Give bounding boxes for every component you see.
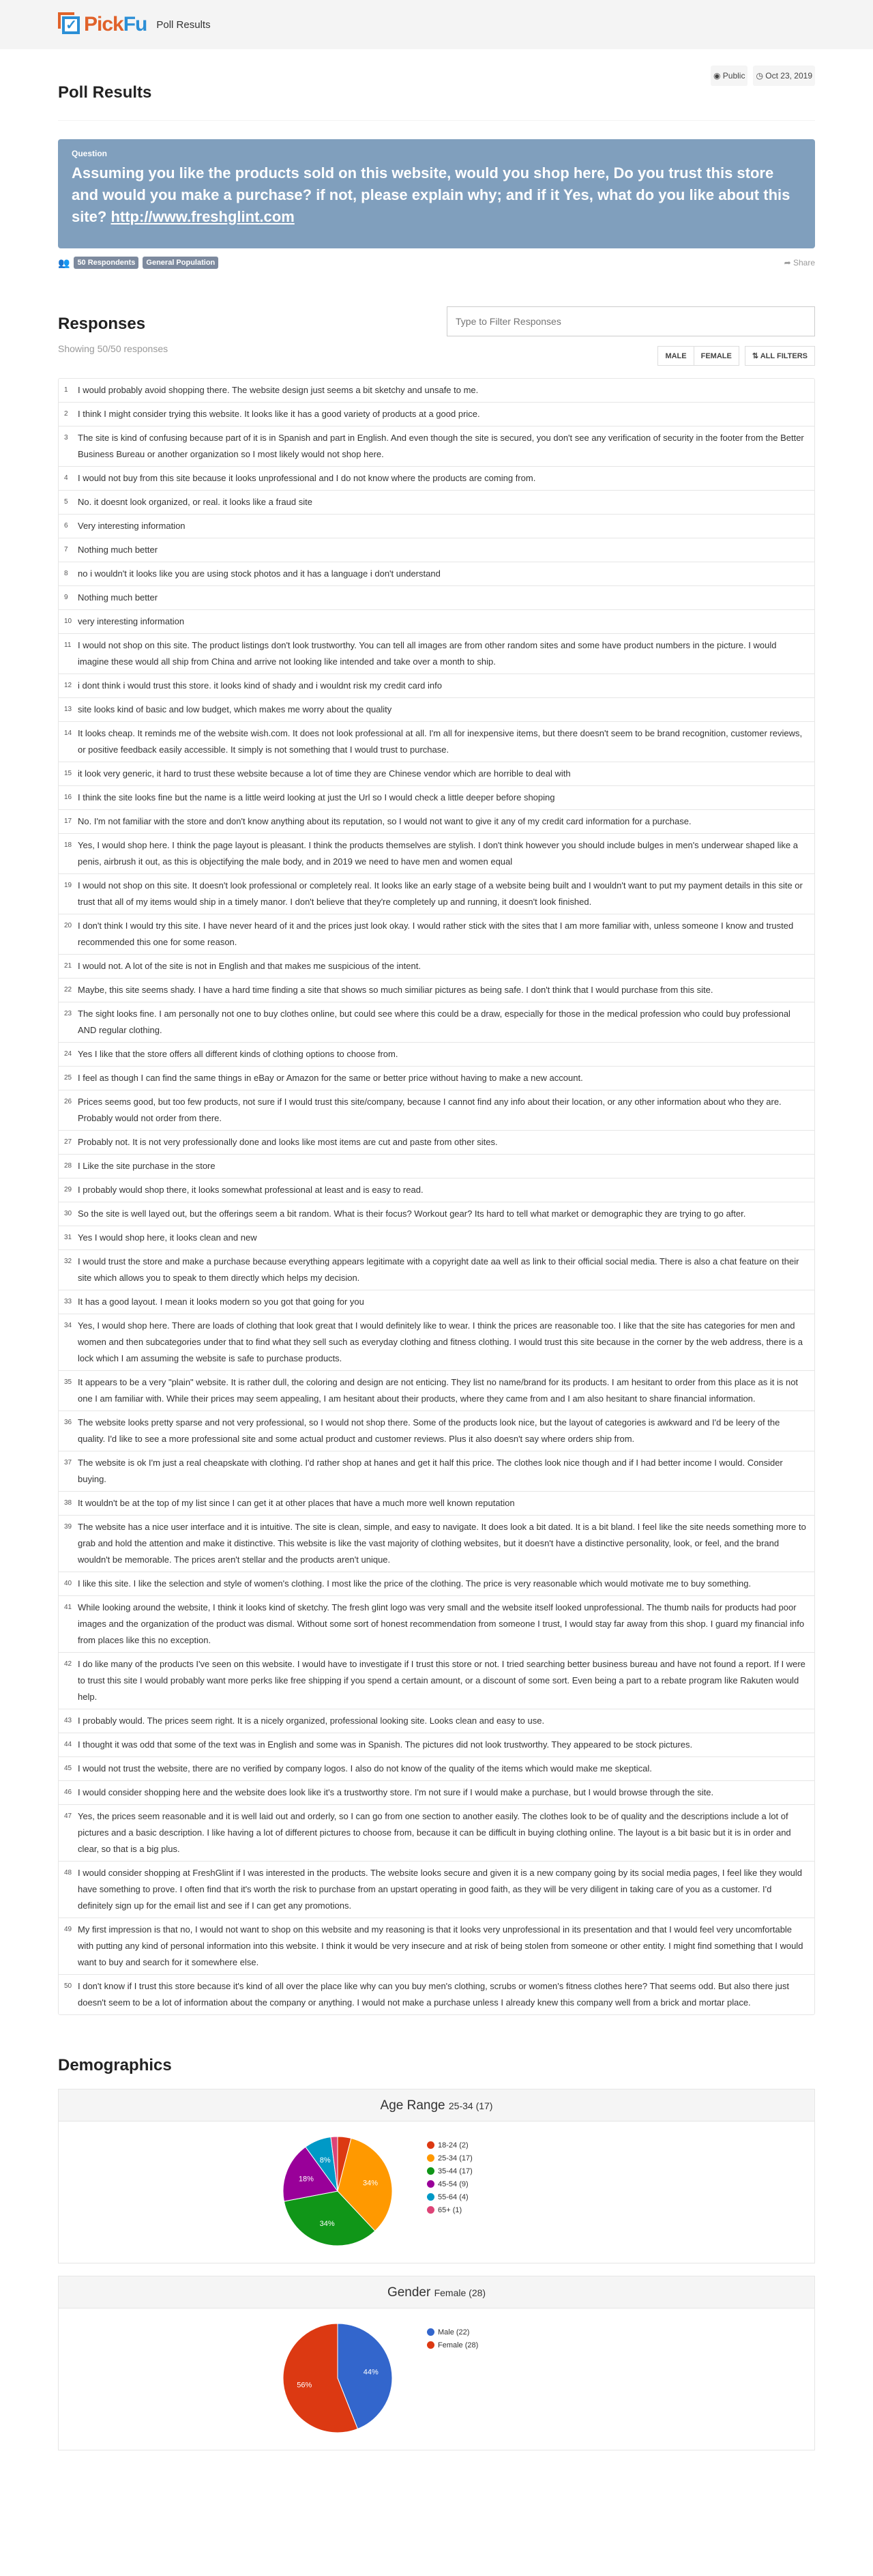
- age-pie-chart: [282, 2135, 394, 2247]
- response-row: [59, 515, 814, 538]
- legend-item[interactable]: [427, 2339, 478, 2351]
- legend-item[interactable]: [427, 2190, 473, 2203]
- response-number: 17: [64, 817, 72, 825]
- response-text: I don't know if I trust this store because it's kind of all over the place like why can you buy men's clothing, scrubs or women's fitness clothes here? That seems odd. But also there just doesn't seem to be a lot of information about the company or anything. I would not make a purchase unless I already knew this company well from a brick and mortar place.: [78, 1981, 789, 2008]
- slice-label: 34%: [319, 2220, 335, 2229]
- response-number: 47: [64, 1812, 72, 1820]
- page-title: Poll Results: [58, 83, 152, 102]
- response-row: [59, 1155, 814, 1178]
- response-row: [59, 1805, 814, 1862]
- response-text: I thought it was odd that some of the text was in English and some was in Spanish. The pictures did not look trustworthy. They appeared to be stock pictures.: [78, 1739, 693, 1750]
- visibility-badge: [711, 66, 748, 86]
- response-text: Yes, the prices seem reasonable and it is well laid out and orderly, so I can go from one section to another easily. The clothes look to be of quality and the descriptions include a lot of pictures and a basic description. I like having a lot of different pictures to choose from, because it can be difficult in buying clothing online. The layout is a bit basic but it is in order and clear, so that is a big plus.: [78, 1811, 791, 1854]
- legend-dot-icon: [427, 2141, 434, 2149]
- response-text: I feel as though I can find the same things in eBay or Amazon for the same or better price without having to make a new account.: [78, 1073, 583, 1083]
- chart-legend: [427, 2139, 473, 2216]
- response-row: [59, 610, 814, 634]
- demographics-heading: Demographics: [58, 2056, 172, 2074]
- response-row: [59, 674, 814, 698]
- response-row: [59, 1862, 814, 1918]
- response-row: [59, 1572, 814, 1596]
- pickfu-logo[interactable]: [58, 12, 147, 37]
- response-number: 15: [64, 770, 72, 777]
- response-row: [59, 1090, 814, 1131]
- response-text: My first impression is that no, I would not want to shop on this website and my reasoning is that it looks very unprofessional in its presentation and that I would feel very uncomfortable with putting any kind of personal information into this website. I think it would be very insecure and at risk of being stolen from someone or other entity. I might find something that I would want to buy and search for it somewhere else.: [78, 1924, 803, 1967]
- response-number: 19: [64, 882, 72, 889]
- response-row: [59, 955, 814, 979]
- response-text: I would not shop on this site. The product listings don't look trustworthy. You can tell all images are from other random sites and some have product numbers in the picture. I would imagine these would all ship from China and arrive not looking like intended and take over a month to ship.: [78, 640, 777, 667]
- logo-text-pick: Pick: [84, 13, 123, 35]
- response-row: [59, 491, 814, 515]
- legend-label: Male (22): [438, 2328, 470, 2336]
- response-number: 40: [64, 1580, 72, 1587]
- response-text: Very interesting information: [78, 521, 186, 531]
- response-row: [59, 538, 814, 562]
- response-row: [59, 426, 814, 467]
- response-number: 28: [64, 1162, 72, 1170]
- response-number: 12: [64, 682, 72, 689]
- legend-label: 25-34 (17): [438, 2154, 473, 2162]
- response-text: The website has a nice user interface and it is intuitive. The site is clean, simple, and easy to navigate. It does look a bit dated. It is a bit bland. I feel like the site needs something more to grab and hold the attention and make it distinctive. This website is like the vast majority of clothing websites, but it doesn't have a distinctive personality, look, or feel, and the brand wouldn't be memorable. The prices aren't stellar and the products aren't unique.: [78, 1522, 806, 1565]
- date-label: Oct 23, 2019: [765, 71, 812, 81]
- legend-item[interactable]: [427, 2326, 478, 2339]
- response-number: 20: [64, 922, 72, 929]
- legend-item[interactable]: [427, 2203, 473, 2216]
- response-text: The website looks pretty sparse and not very professional, so I would not shop there. Some of the products look nice, but the layout of categories is awkward and I'd be leery of the quality. I'd like to see a more professional site and some actual product and customer reviews. Plus it also doesn't say where orders ship from.: [78, 1417, 780, 1444]
- response-number: 30: [64, 1210, 72, 1217]
- response-number: 46: [64, 1789, 72, 1796]
- showing-count: Showing 50/50 responses: [58, 343, 168, 354]
- response-row: [59, 1202, 814, 1226]
- sliders-icon: ⇅: [752, 352, 759, 360]
- breadcrumb: Poll Results: [156, 18, 211, 31]
- response-text: Nothing much better: [78, 592, 158, 603]
- users-icon: 👥: [58, 257, 70, 268]
- response-text: It appears to be a very "plain" website. It is rather dull, the coloring and design are not enticing. They list no name/brand for its products. I am hesitant to order from this place as it is not one I am familiar with. While their prices may seem appealing, I am hesitant about their products, where they came from and I am also hesitant to share financial information.: [78, 1377, 799, 1404]
- legend-label: 18-24 (2): [438, 2141, 469, 2150]
- response-text: I would trust the store and make a purchase because everything appears legitimate with a copyright date aa well as link to their official social media. There is also a chat feature on their site which allows you to speak to them directly which helps my decision.: [78, 1256, 799, 1283]
- question-body: Assuming you like the products sold on this website, would you shop here, Do you trust this store and would you make a purchase? if not, please explain why; and if it Yes, what do you like about this site?: [72, 164, 790, 225]
- legend-dot-icon: [427, 2328, 434, 2336]
- response-text: Yes I like that the store offers all different kinds of clothing options to choose from.: [78, 1049, 398, 1059]
- response-row: [59, 1250, 814, 1290]
- response-row: [59, 1043, 814, 1067]
- legend-label: 35-44 (17): [438, 2167, 473, 2175]
- logo-check-icon: ✓: [58, 12, 83, 37]
- response-number: 10: [64, 618, 72, 625]
- slice-label: 44%: [363, 2368, 379, 2377]
- question-text: [72, 162, 801, 228]
- response-text: It has a good layout. I mean it looks modern so you got that going for you: [78, 1297, 364, 1307]
- response-row: [59, 722, 814, 762]
- response-text: very interesting information: [78, 616, 185, 626]
- legend-item[interactable]: [427, 2139, 473, 2152]
- response-text: The website is ok I'm just a real cheapskate with clothing. I'd rather shop at hanes and get it half this price. The clothes look nice though and if I had better income I would. Consider buying.: [78, 1458, 783, 1484]
- response-text: I would consider shopping here and the website does look like it's a trustworthy store. I'm not sure if I would make a purchase, but I would browse through the site.: [78, 1787, 714, 1797]
- response-number: 44: [64, 1741, 72, 1748]
- respondents-badge: 50 Respondents: [74, 257, 138, 269]
- response-row: [59, 810, 814, 834]
- share-icon: ➦: [784, 258, 791, 267]
- response-row: [59, 1002, 814, 1043]
- response-number: 3: [64, 434, 68, 442]
- response-number: 22: [64, 986, 72, 994]
- response-row: [59, 698, 814, 722]
- response-text: I Like the site purchase in the store: [78, 1161, 216, 1171]
- response-number: 50: [64, 1982, 72, 1990]
- top-navbar: [0, 0, 873, 49]
- question-link[interactable]: http://www.freshglint.com: [110, 208, 295, 225]
- response-row: [59, 1314, 814, 1371]
- legend-label: 45-54 (9): [438, 2180, 469, 2188]
- response-text: I probably would. The prices seem right. It is a nicely organized, professional looking site. Looks clean and easy to use.: [78, 1716, 545, 1726]
- response-text: Yes I would shop here, it looks clean and new: [78, 1232, 257, 1243]
- legend-item[interactable]: [427, 2165, 473, 2177]
- response-number: 29: [64, 1186, 72, 1193]
- response-number: 41: [64, 1604, 72, 1611]
- response-row: [59, 1131, 814, 1155]
- female-filter-button[interactable]: FEMALE: [694, 346, 739, 366]
- response-text: no i wouldn't it looks like you are using stock photos and it has a language i don't understand: [78, 568, 441, 579]
- response-number: 38: [64, 1499, 72, 1507]
- response-row: [59, 1596, 814, 1653]
- gender-pie-chart: [282, 2322, 394, 2434]
- response-number: 43: [64, 1717, 72, 1724]
- response-number: 36: [64, 1419, 72, 1426]
- response-text: I would not trust the website, there are no verified by company logos. I also do not know of the quality of the items which would make me skeptical.: [78, 1763, 652, 1774]
- response-row: [59, 1733, 814, 1757]
- response-row: [59, 1411, 814, 1451]
- gender-card: [58, 2276, 815, 2450]
- response-number: 32: [64, 1258, 72, 1265]
- response-row: [59, 874, 814, 914]
- response-row: [59, 1178, 814, 1202]
- response-text: I like this site. I like the selection and style of women's clothing. I most like the price of the clothing. The price is very reasonable which would motivate me to buy something.: [78, 1578, 752, 1589]
- legend-dot-icon: [427, 2206, 434, 2214]
- response-number: 37: [64, 1459, 72, 1466]
- response-number: 27: [64, 1138, 72, 1146]
- response-text: Prices seems good, but too few products, not sure if I would trust this site/company, because I cannot find any info about their location, or any other information about who they are. Probably would not order from there.: [78, 1097, 782, 1123]
- chart-legend: [427, 2326, 478, 2351]
- response-number: 33: [64, 1298, 72, 1305]
- response-number: 11: [64, 641, 72, 649]
- response-number: 48: [64, 1869, 72, 1877]
- response-text: I think the site looks fine but the name is a little weird looking at just the Url so I would check a little deeper before shoping: [78, 792, 555, 802]
- response-text: I think I might consider trying this website. It looks like it has a good variety of products at a good price.: [78, 409, 480, 419]
- age-range-card: [58, 2089, 815, 2263]
- responses-list: [58, 378, 815, 2015]
- response-text: Maybe, this site seems shady. I have a hard time finding a site that shows so much similiar pictures as being safe. I don't think that I would purchase from this site.: [78, 985, 713, 995]
- legend-item[interactable]: [427, 2152, 473, 2165]
- gender-chart-subtitle: Female (28): [434, 2287, 486, 2298]
- response-row: [59, 1067, 814, 1090]
- response-number: 34: [64, 1322, 72, 1329]
- date-badge: [753, 66, 815, 86]
- legend-item[interactable]: [427, 2177, 473, 2190]
- response-text: I probably would shop there, it looks somewhat professional at least and is easy to read.: [78, 1185, 424, 1195]
- response-text: While looking around the website, I think it looks kind of sketchy. The fresh glint logo was very small and the website itself looked unprofessional. The thumb nails for products had poor images and the organization of the product was dismal. Without some sort of honest recommendation from someone I trust, I would stay far away from this shop. I guard my financial info from places like this no exception.: [78, 1602, 805, 1645]
- legend-dot-icon: [427, 2193, 434, 2201]
- response-row: [59, 1918, 814, 1975]
- response-row: [59, 1781, 814, 1805]
- response-text: So the site is well layed out, but the offerings seem a bit random. What is their focus? Workout gear? Its hard to tell what market or demographic they are trying to go after.: [78, 1209, 746, 1219]
- response-number: 45: [64, 1765, 72, 1772]
- response-row: [59, 1709, 814, 1733]
- response-text: site looks kind of basic and low budget, which makes me worry about the quality: [78, 704, 392, 714]
- response-number: 35: [64, 1378, 72, 1386]
- response-row: [59, 379, 814, 403]
- response-number: 2: [64, 410, 68, 418]
- response-text: I would probably avoid shopping there. The website design just seems a bit sketchy and unsafe to me.: [78, 385, 479, 395]
- response-number: 39: [64, 1523, 72, 1531]
- response-text: I don't think I would try this site. I have never heard of it and the prices just look okay. I would rather stick with the sites that I am more familiar with, unless someone I know and trusted recommended this one for some reason.: [78, 921, 794, 947]
- response-row: [59, 1516, 814, 1572]
- male-filter-button[interactable]: MALE: [657, 346, 694, 366]
- response-text: It looks cheap. It reminds me of the website wish.com. It does not look professional at all. I'm all for inexpensive items, but there doesn't seem to be brand recognition, customer reviews, or positive feedback easily accessible. It simply is not something that I would trust to purchase.: [78, 728, 803, 755]
- response-text: I would not. A lot of the site is not in English and that makes me suspicious of the intent.: [78, 961, 421, 971]
- response-row: [59, 1451, 814, 1492]
- audience-badge: General Population: [143, 257, 218, 269]
- response-number: 26: [64, 1098, 72, 1105]
- response-text: Probably not. It is not very professionally done and looks like most items are cut and paste from other sites.: [78, 1137, 498, 1147]
- age-chart-title: Age Range: [380, 2098, 445, 2113]
- response-number: 49: [64, 1926, 72, 1933]
- response-text: I would consider shopping at FreshGlint if I was interested in the products. The website looks secure and given it is a new company going by its social media pages, I feel like they would have something to prove. I often find that it's worth the risk to purchase from an upstart operating in good faith, as they will be very diligent in taking care of you as a customer. I'd definitely sign up for the email list and see if I can get any promotions.: [78, 1868, 802, 1911]
- response-number: 16: [64, 794, 72, 801]
- response-number: 5: [64, 498, 68, 506]
- response-number: 21: [64, 962, 72, 970]
- response-row: [59, 562, 814, 586]
- legend-dot-icon: [427, 2180, 434, 2188]
- response-row: [59, 979, 814, 1002]
- all-filters-label: ALL FILTERS: [760, 352, 808, 360]
- response-number: 31: [64, 1234, 72, 1241]
- response-row: [59, 914, 814, 955]
- response-row: [59, 1492, 814, 1516]
- slice-label: 56%: [297, 2381, 312, 2390]
- response-row: [59, 762, 814, 786]
- response-number: 8: [64, 570, 68, 577]
- response-number: 13: [64, 706, 72, 713]
- response-row: [59, 1975, 814, 2014]
- response-row: [59, 1290, 814, 1314]
- response-row: [59, 1653, 814, 1709]
- logo-text-fu: Fu: [123, 13, 147, 35]
- response-text: I would not buy from this site because it looks unprofessional and I do not know where the products are coming from.: [78, 473, 536, 483]
- response-row: [59, 586, 814, 610]
- response-text: It wouldn't be at the top of my list since I can get it at other places that have a much more well known reputation: [78, 1498, 515, 1508]
- question-label: Question: [72, 149, 108, 158]
- legend-label: Female (28): [438, 2341, 479, 2349]
- response-text: Nothing much better: [78, 545, 158, 555]
- question-box: [58, 139, 815, 248]
- clock-icon: ◷: [756, 71, 763, 81]
- response-text: I would not shop on this site. It doesn't look professional or completely real. It looks like an early stage of a website being built and I wouldn't want to put my payment details in this site or trust that all of my items would ship in a timely manor. I don't believe that they're completely up and running, it doesn't look finished.: [78, 880, 803, 907]
- response-row: [59, 634, 814, 674]
- response-row: [59, 1757, 814, 1781]
- legend-label: 65+ (1): [438, 2205, 462, 2214]
- response-row: [59, 834, 814, 874]
- response-text: it look very generic, it hard to trust these website because a lot of time they are Chinese vendor which are horrible to deal with: [78, 768, 571, 779]
- response-number: 9: [64, 594, 68, 601]
- slice-label: 8%: [319, 2156, 331, 2165]
- slice-label: 18%: [298, 2175, 314, 2184]
- response-number: 25: [64, 1074, 72, 1082]
- response-number: 14: [64, 729, 72, 737]
- response-number: 23: [64, 1010, 72, 1017]
- legend-dot-icon: [427, 2167, 434, 2175]
- response-row: [59, 403, 814, 426]
- response-number: 6: [64, 522, 68, 530]
- response-row: [59, 1226, 814, 1250]
- response-number: 18: [64, 841, 72, 849]
- response-number: 42: [64, 1660, 72, 1668]
- slice-label: 34%: [363, 2179, 379, 2188]
- share-label: Share: [793, 258, 815, 267]
- response-number: 4: [64, 474, 68, 482]
- response-number: 24: [64, 1050, 72, 1058]
- legend-dot-icon: [427, 2154, 434, 2162]
- visibility-label: Public: [722, 71, 745, 81]
- response-row: [59, 786, 814, 810]
- responses-heading: Responses: [58, 315, 146, 333]
- age-chart-subtitle: 25-34 (17): [448, 2100, 493, 2111]
- response-row: [59, 467, 814, 491]
- all-filters-button[interactable]: [745, 346, 815, 366]
- filter-responses-input[interactable]: [447, 306, 815, 336]
- share-button[interactable]: [784, 258, 815, 267]
- legend-label: 55-64 (4): [438, 2193, 469, 2201]
- response-text: i dont think i would trust this store. it looks kind of shady and i wouldnt risk my credit card info: [78, 680, 442, 691]
- response-number: 7: [64, 546, 68, 553]
- response-text: The site is kind of confusing because part of it is in Spanish and part in English. And even though the site is secured, you don't see any verification of security in the footer from the Better Business Bureau or another organization so I most likely would not shop here.: [78, 433, 804, 459]
- response-text: I do like many of the products I've seen on this website. I would have to investigate if I trust this store or not. I tried searching better business bureau and have not found a report. If I were to trust this site I would probably want more perks like free shipping if you spend a certain amount, or a discount of some sort. Even being a part to a rebate program like Rakuten would help.: [78, 1659, 805, 1702]
- response-text: No. I'm not familiar with the store and don't know anything about its reputation, so I would not want to give it any of my credit card information for a purchase.: [78, 816, 692, 826]
- response-text: Yes, I would shop here. There are loads of clothing that look great that I would definitely like to wear. I think the prices are reasonable too. I like that the site has categories for men and women and then subcategories under that to find what they sell such as everyday clothing and fitness clothing. I would trust this site because in the corner by the web address, there is a lock which I am assuming the website is safe to purchase products.: [78, 1320, 803, 1363]
- response-text: No. it doesnt look organized, or real. it looks like a fraud site: [78, 497, 312, 507]
- response-number: 1: [64, 386, 68, 394]
- response-text: Yes, I would shop here. I think the page layout is pleasant. I think the products themselves are stylish. I don't think however you should include bulges in men's underwear shaped like a penis, airbrush it out, as this is objectifying the male body, and in 2019 we need to have men and women equal: [78, 840, 798, 867]
- eye-icon: ◉: [713, 71, 721, 81]
- legend-dot-icon: [427, 2341, 434, 2349]
- response-text: The sight looks fine. I am personally not one to buy clothes online, but could see where this could be a draw, especially for those in the medical profession who could buy professional AND regular clothing.: [78, 1009, 790, 1035]
- response-row: [59, 1371, 814, 1411]
- gender-chart-title: Gender: [387, 2285, 431, 2300]
